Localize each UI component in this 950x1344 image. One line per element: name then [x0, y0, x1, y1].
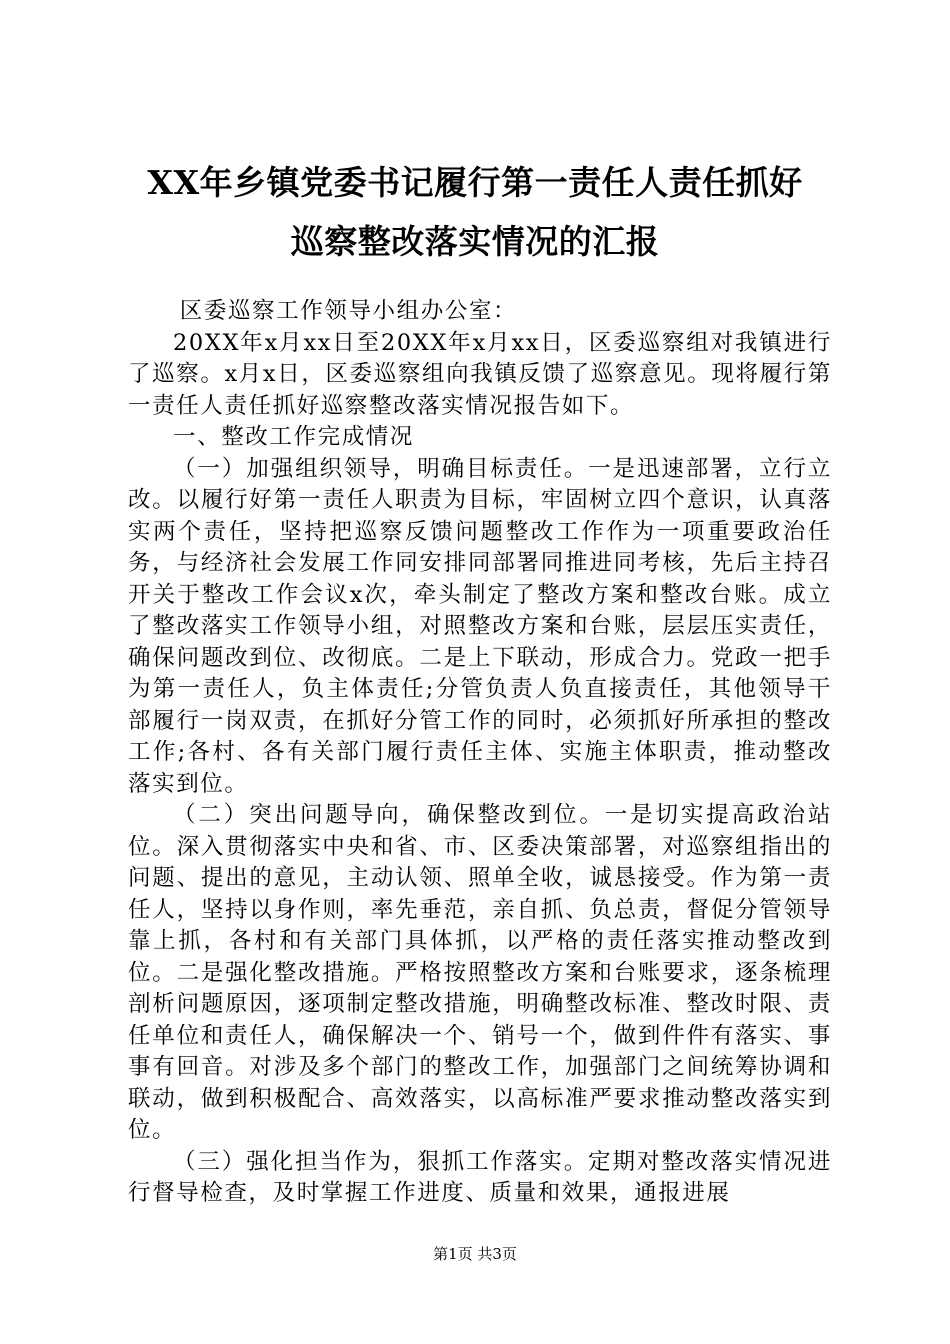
section-heading: 一、整改工作完成情况: [173, 424, 415, 450]
paragraph-item-2: （二）突出问题导向，确保整改到位。一是切实提高政治站位。深入贯彻落实中央和省、市、区委决策部署，对巡察组指出的问题、提出的意见，主动认领、照单全收，诚恳接受。作为第一责任人，坚持以身作则，率先垂范，亲自抓、负总责，督促分管领导靠上抓，各村和有关部门具体抓，以严格的责任落实推动整改到位。二是强化整改措施。严格按照整改方案和台账要求，逐条梳理剖析问题原因，逐项制定整改措施，明确整改标准、整改时限、责任单位和责任人，确保解决一个、销号一个，做到件件有落实、事事有回音。对涉及多个部门的整改工作，加强部门之间统筹协调和联动，做到积极配合、高效落实，以高标准严要求推动整改落实到位。: [128, 802, 832, 1143]
document-body: [128, 296, 832, 1210]
document-title-line-1: XX年乡镇党委书记履行第一责任人责任抓好: [147, 163, 803, 202]
page-number-footer: 第1页 共3页: [433, 1245, 517, 1263]
salutation: 区委巡察工作领导小组办公室：: [179, 298, 518, 324]
paragraph-item-3: （三）强化担当作为，狠抓工作落实。定期对整改落实情况进行督导检查，及时掌握工作进度、质量和效果，通报进展: [128, 1148, 832, 1206]
paragraph-item-1: （一）加强组织领导，明确目标责任。一是迅速部署，立行立改。以履行好第一责任人职责为目标，牢固树立四个意识，认真落实两个责任，坚持把巡察反馈问题整改工作作为一项重要政治任务，与经济社会发展工作同安排同部署同推进同考核，先后主持召开关于整改工作会议x次，牵头制定了整改方案和整改台账。成立了整改落实工作领导小组，对照整改方案和台账，层层压实责任，确保问题改到位、改彻底。二是上下联动，形成合力。党政一把手为第一责任人，负主体责任;分管负责人负直接责任，其他领导干部履行一岗双责，在抓好分管工作的同时，必须抓好所承担的整改工作;各村、各有关部门履行责任主体、实施主体职责，推动整改落实到位。: [128, 455, 832, 797]
paragraph-intro: 20XX年x月xx日至20XX年x月xx日，区委巡察组对我镇进行了巡察。x月x日，区委巡察组向我镇反馈了巡察意见。现将履行第一责任人责任抓好巡察整改落实情况报告如下。: [128, 329, 832, 419]
document-title-line-2: 巡察整改落实情况的汇报: [290, 222, 660, 261]
